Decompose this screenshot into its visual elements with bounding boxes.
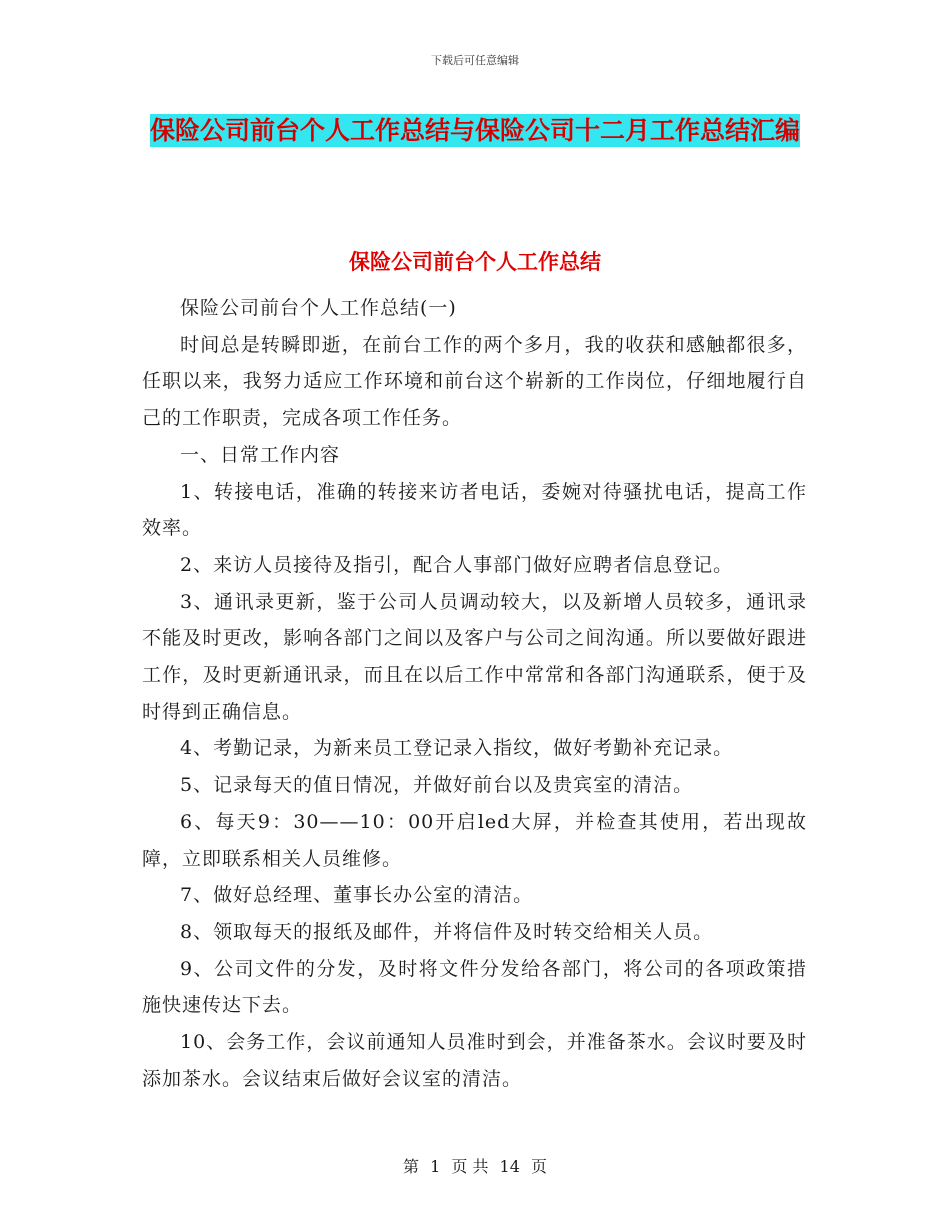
footer-page-number: 1 (430, 1157, 441, 1176)
footer-total-pages: 14 (499, 1157, 520, 1176)
document-body (142, 290, 807, 1097)
page-footer (0, 1154, 950, 1177)
document-title (140, 106, 810, 156)
paragraph: 5、记录每天的值日情况，并做好前台以及贵宾室的清洁。 (180, 774, 694, 797)
header-note: 下载后可任意编辑 (431, 54, 519, 67)
paragraph: 7、做好总经理、董事长办公室的清洁。 (180, 884, 534, 907)
paragraph: 1、转接电话，准确的转接来访者电话，委婉对待骚扰电话，提高工作效率。 (142, 480, 807, 540)
paragraph: 保险公司前台个人工作总结(一) (180, 297, 457, 319)
footer-suffix: 页 (531, 1157, 548, 1176)
paragraph: 3、通讯录更新，鉴于公司人员调动较大，以及新增人员较多，通讯录不能及时更改，影响各部门之间以及客户与公司之间沟通。所以要做好跟进工作，及时更新通讯录，而且在以后工作中常常和各部门沟通联系，便于及时得到正确信息。 (142, 590, 807, 723)
paragraph: 4、考勤记录，为新来员工登记录入指纹，做好考勤补充记录。 (180, 737, 734, 760)
footer-mid: 页 共 (451, 1157, 489, 1176)
paragraph: 8、领取每天的报纸及邮件，并将信件及时转交给相关人员。 (180, 920, 714, 943)
paragraph: 6、每天9：30——10：00开启led大屏，并检查其使用，若出现故障，立即联系相关人员维修。 (142, 810, 807, 870)
section-title: 保险公司前台个人工作总结 (349, 249, 601, 274)
paragraph: 2、来访人员接待及指引，配合人事部门做好应聘者信息登记。 (180, 553, 734, 576)
document-title-text: 保险公司前台个人工作总结与保险公司十二月工作总结汇编 (149, 116, 800, 145)
paragraph: 10、会务工作，会议前通知人员准时到会，并准备茶水。会议时要及时添加茶水。会议结束后做好会议室的清洁。 (142, 1031, 807, 1090)
paragraph: 时间总是转瞬即逝，在前台工作的两个多月，我的收获和感触都很多，任职以来，我努力适应工作环境和前台这个崭新的工作岗位，仔细地履行自己的工作职责，完成各项工作任务。 (142, 333, 807, 430)
paragraph: 一、日常工作内容 (180, 443, 341, 466)
paragraph: 9、公司文件的分发，及时将文件分发给各部门，将公司的各项政策措施快速传达下去。 (142, 957, 807, 1017)
footer-prefix: 第 (402, 1157, 419, 1176)
